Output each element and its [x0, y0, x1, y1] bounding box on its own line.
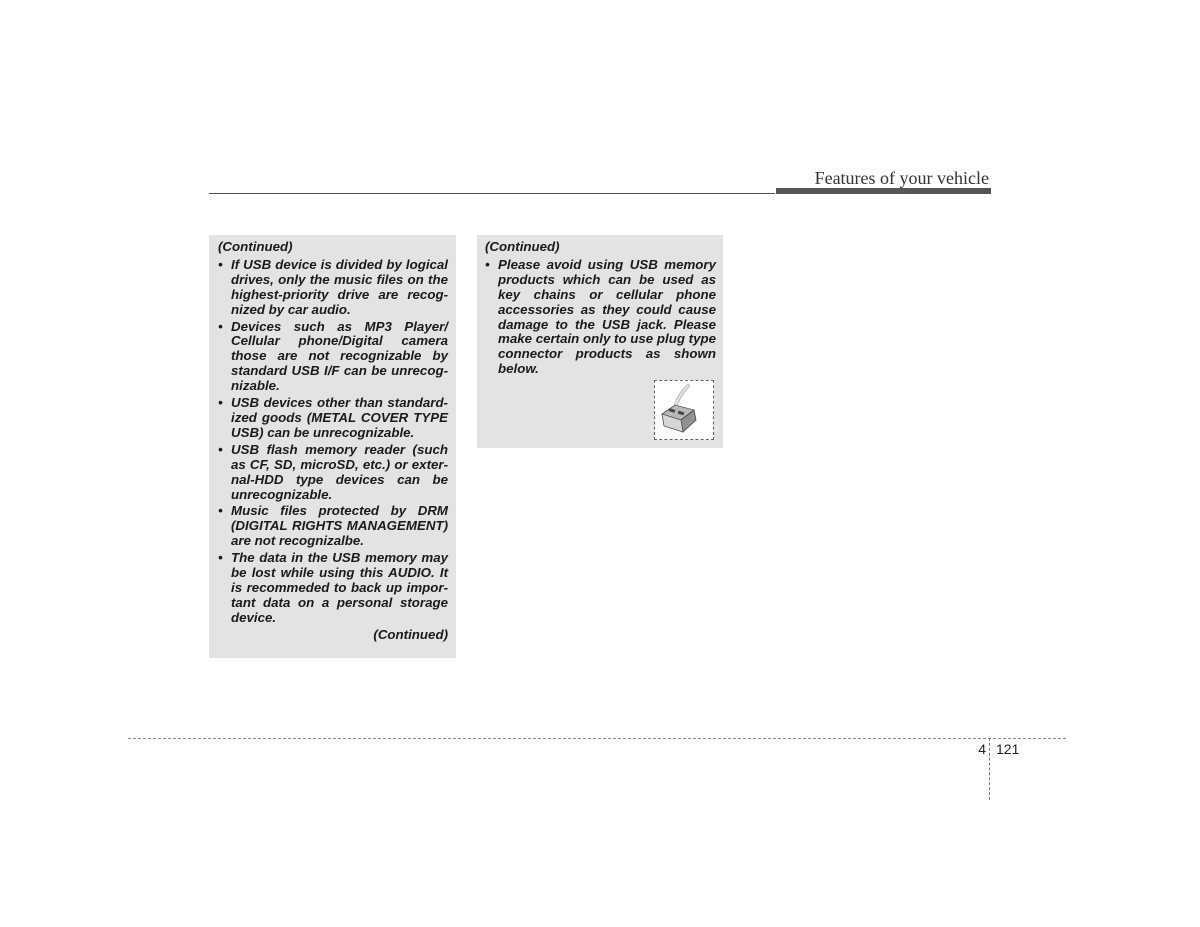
list-item: • Devices such as MP3 Player/ Cellular phone/Digital camera those are not recognizable by standard USB I/F can be unrecog-nizable.: [218, 320, 448, 395]
continued-label-top: (Continued): [485, 239, 560, 254]
list-item: • The data in the USB memory may be lost while using this AUDIO. It is recommeded to back up impor-tant data on a personal storage device.: [218, 551, 448, 626]
footer-divider: [989, 738, 990, 800]
list-item: • USB devices other than standard-ized goods (METAL COVER TYPE USB) can be unrecognizable.: [218, 396, 448, 441]
list-item: • Please avoid using USB memory products which can be used as key chains or cellular phone accessories as they could cause damage to the USB jack. Please make certain only to use plug type connector products as shown below.: [485, 258, 716, 377]
header-rule: [209, 193, 775, 194]
chapter-number: 4: [978, 741, 986, 757]
list-item: • Music files protected by DRM (DIGITAL RIGHTS MANAGEMENT) are not recognizalbe.: [218, 504, 448, 549]
list-item: • If USB device is divided by logical drives, only the music files on the highest-priority drive are recog-nized by car audio.: [218, 258, 448, 318]
list-item: • USB flash memory reader (such as CF, SD, microSD, etc.) or exter-nal-HDD type devices can be unrecognizable.: [218, 443, 448, 503]
continued-label-bottom: (Continued): [373, 626, 448, 642]
left-notice-box: [209, 235, 456, 658]
page-number: 121: [996, 741, 1020, 757]
right-bullet-list: [485, 258, 716, 377]
header-bar: [776, 188, 991, 194]
left-bullet-list: [218, 258, 448, 626]
section-title: Features of your vehicle: [814, 168, 989, 188]
footer-rule: [128, 738, 1066, 739]
usb-illustration-frame: [654, 380, 714, 440]
continued-label-top: (Continued): [218, 239, 293, 254]
usb-plug-connector-icon: [655, 381, 713, 439]
